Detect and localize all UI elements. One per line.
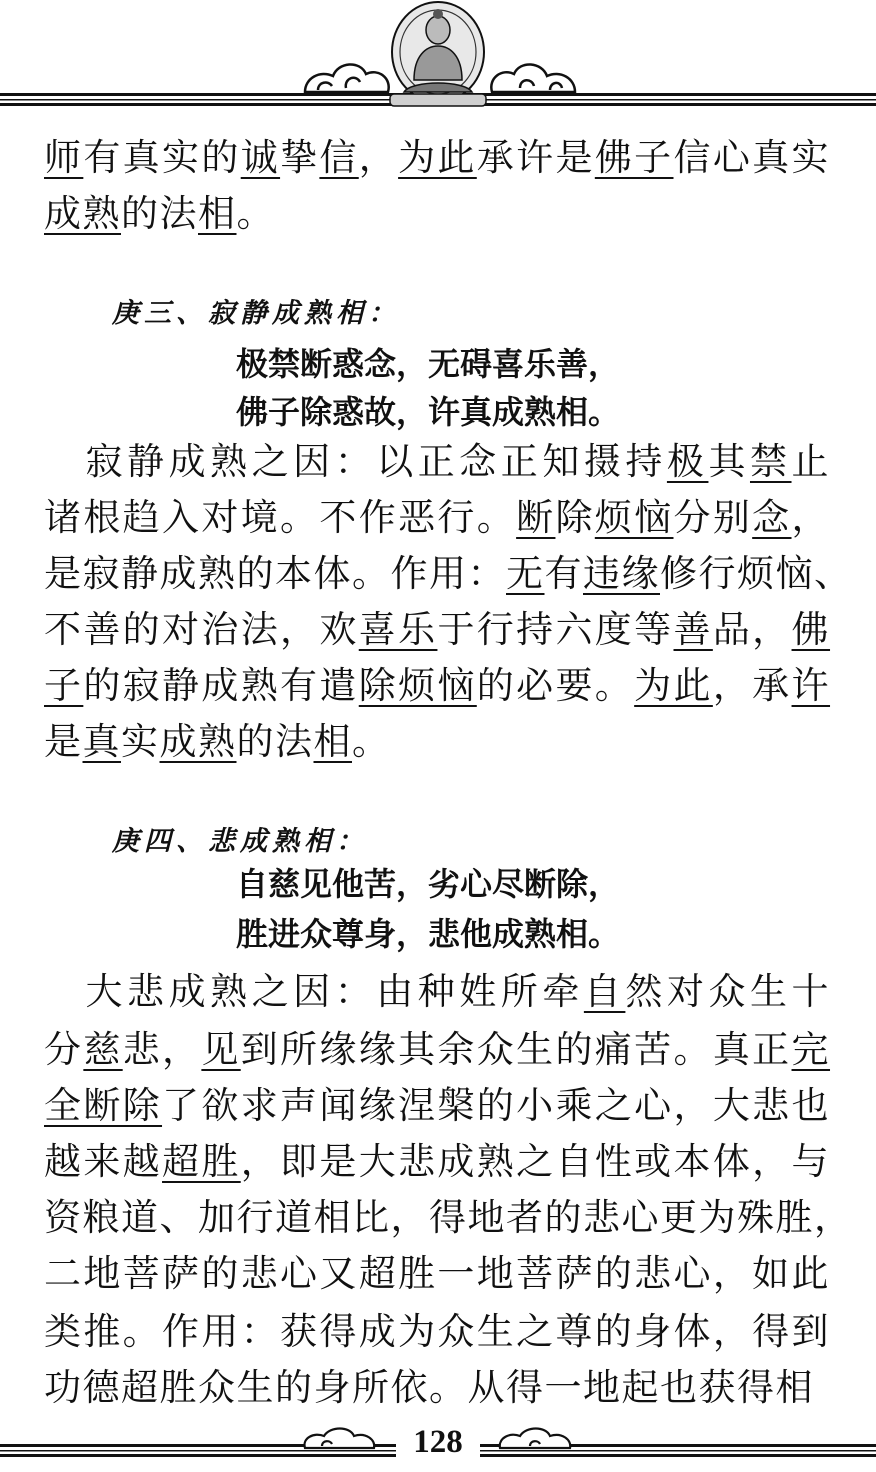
underlined-term: 相 bbox=[198, 192, 237, 235]
paragraph-line bbox=[44, 1136, 830, 1188]
verse-line: 极禁断惑念，无碍喜乐善， bbox=[236, 345, 621, 383]
underlined-term: 违缘 bbox=[583, 552, 660, 595]
text-run: 除 bbox=[555, 496, 595, 539]
underlined-term: 禁 bbox=[749, 440, 792, 483]
underlined-term: 念 bbox=[752, 496, 792, 539]
underlined-term: 诚 bbox=[240, 136, 281, 179]
paragraph-line bbox=[44, 436, 830, 488]
underlined-term: 师 bbox=[44, 136, 84, 179]
text-run: 大悲成熟之因：由种姓所牵 bbox=[44, 970, 584, 1013]
underlined-term: 除烦恼 bbox=[358, 664, 477, 707]
paragraph-line bbox=[44, 132, 830, 184]
underlined-term: 善 bbox=[673, 608, 713, 651]
paragraph-line bbox=[44, 188, 830, 240]
text-run: 分 bbox=[44, 1028, 84, 1071]
underlined-term: 许 bbox=[791, 664, 831, 707]
paragraph-line bbox=[44, 492, 830, 544]
text-run: 信心真实 bbox=[673, 136, 831, 179]
underlined-term: 慈 bbox=[83, 1028, 123, 1071]
underlined-term: 断 bbox=[516, 496, 556, 539]
text-run: 了欲求声闻缘涅槃的小乘之心，大悲也 bbox=[162, 1084, 831, 1127]
underlined-term: 烦恼 bbox=[594, 496, 674, 539]
paragraph-line bbox=[44, 1192, 853, 1244]
text-run: 越来越 bbox=[44, 1140, 163, 1183]
text-run: 二地菩萨的悲心又超胜一地菩萨的悲心，如此 bbox=[44, 1252, 830, 1295]
paragraph-line bbox=[44, 548, 853, 600]
underlined-term: 喜乐 bbox=[358, 608, 438, 651]
underlined-term: 全断除 bbox=[44, 1084, 163, 1127]
text-run: 功德超胜众生的身所依。从得一地起也获得相 bbox=[44, 1366, 814, 1409]
text-run: 。 bbox=[236, 192, 275, 235]
text-run: 有 bbox=[544, 552, 583, 595]
section-heading: 庚三、寂静成熟相： bbox=[112, 298, 400, 329]
text-run: 的法 bbox=[121, 192, 198, 235]
underlined-term: 成熟 bbox=[44, 192, 121, 235]
underlined-term: 真 bbox=[82, 720, 121, 763]
text-run: 类推。作用：获得成为众生之尊的身体，得到 bbox=[44, 1310, 830, 1353]
paragraph-line bbox=[44, 604, 830, 656]
text-run: ，即是大悲成熟之自性或本体，与 bbox=[240, 1140, 831, 1183]
text-run: 分别 bbox=[673, 496, 753, 539]
text-run: ，承 bbox=[712, 664, 792, 707]
text-run: 是 bbox=[44, 720, 83, 763]
cloud-ornament-right-icon bbox=[500, 1429, 570, 1449]
text-run: 然对众生十 bbox=[625, 970, 831, 1013]
text-run: 挚 bbox=[280, 136, 320, 179]
underlined-term: 为此 bbox=[634, 664, 713, 707]
underlined-term: 子 bbox=[44, 664, 84, 707]
paragraph-line bbox=[44, 716, 830, 768]
underlined-term: 成熟 bbox=[159, 720, 237, 763]
verse-line: 佛子除惑故，许真成熟相。 bbox=[236, 393, 621, 431]
text-run: 寂静成熟之因：以正念正知摄持 bbox=[44, 440, 667, 483]
paragraph-line bbox=[44, 1306, 830, 1358]
text-run: 的法 bbox=[236, 720, 314, 763]
text-run: 有真实的 bbox=[83, 136, 241, 179]
text-run: 承许是 bbox=[476, 136, 595, 179]
underlined-term: 自 bbox=[583, 970, 626, 1013]
underlined-term: 无 bbox=[506, 552, 545, 595]
underlined-term: 佛子 bbox=[594, 136, 674, 179]
text-run: 其 bbox=[708, 440, 750, 483]
text-run: 悲， bbox=[122, 1028, 202, 1071]
header-ornament bbox=[0, 0, 876, 118]
buddha-seated-figure-icon bbox=[390, 2, 486, 106]
paragraph-line bbox=[44, 1362, 830, 1414]
cloud-ornament-left-icon bbox=[305, 1429, 375, 1449]
verse-line: 自慈见他苦，劣心尽断除， bbox=[236, 865, 621, 903]
text-run: 的寂静成熟有遣 bbox=[83, 664, 359, 707]
underlined-term: 为此 bbox=[398, 136, 477, 179]
paragraph-line bbox=[44, 966, 830, 1018]
paragraph-line bbox=[44, 1024, 830, 1076]
text-run: ， bbox=[791, 496, 831, 539]
underlined-term: 相 bbox=[313, 720, 352, 763]
underlined-term: 超胜 bbox=[162, 1140, 241, 1183]
page-header bbox=[0, 0, 876, 118]
text-run: 是寂静成熟的本体。作用： bbox=[44, 552, 506, 595]
text-run: 止 bbox=[791, 440, 831, 483]
underlined-term: 见 bbox=[201, 1028, 241, 1071]
paragraph-line bbox=[44, 1248, 830, 1300]
text-run: 诸根趋入对境。不作恶行。 bbox=[44, 496, 517, 539]
verse-line: 胜进众尊身，悲他成熟相。 bbox=[236, 915, 621, 953]
text-run: 资粮道、加行道相比，得地者的悲心更为殊胜， bbox=[44, 1196, 853, 1239]
paragraph-line bbox=[44, 660, 830, 712]
text-run: 于行持六度等 bbox=[437, 608, 674, 651]
text-run: 品， bbox=[712, 608, 792, 651]
text-run: 实 bbox=[121, 720, 160, 763]
underlined-term: 极 bbox=[666, 440, 709, 483]
paragraph-line bbox=[44, 1080, 830, 1132]
underlined-term: 佛 bbox=[791, 608, 831, 651]
text-run: 不善的对治法，欢 bbox=[44, 608, 359, 651]
underlined-term: 完 bbox=[791, 1028, 831, 1071]
text-run: 修行烦恼、 bbox=[660, 552, 853, 595]
cloud-ornament-right-icon bbox=[491, 64, 575, 92]
text-run: ， bbox=[358, 136, 399, 179]
underlined-term: 信 bbox=[319, 136, 359, 179]
cloud-ornament-left-icon bbox=[305, 64, 389, 92]
text-run: 。 bbox=[352, 720, 391, 763]
text-run: 到所缘缘其余众生的痛苦。真正 bbox=[240, 1028, 792, 1071]
section-heading: 庚四、悲成熟相： bbox=[112, 826, 368, 857]
text-run: 的必要。 bbox=[476, 664, 635, 707]
page-number: 128 bbox=[413, 1424, 463, 1460]
